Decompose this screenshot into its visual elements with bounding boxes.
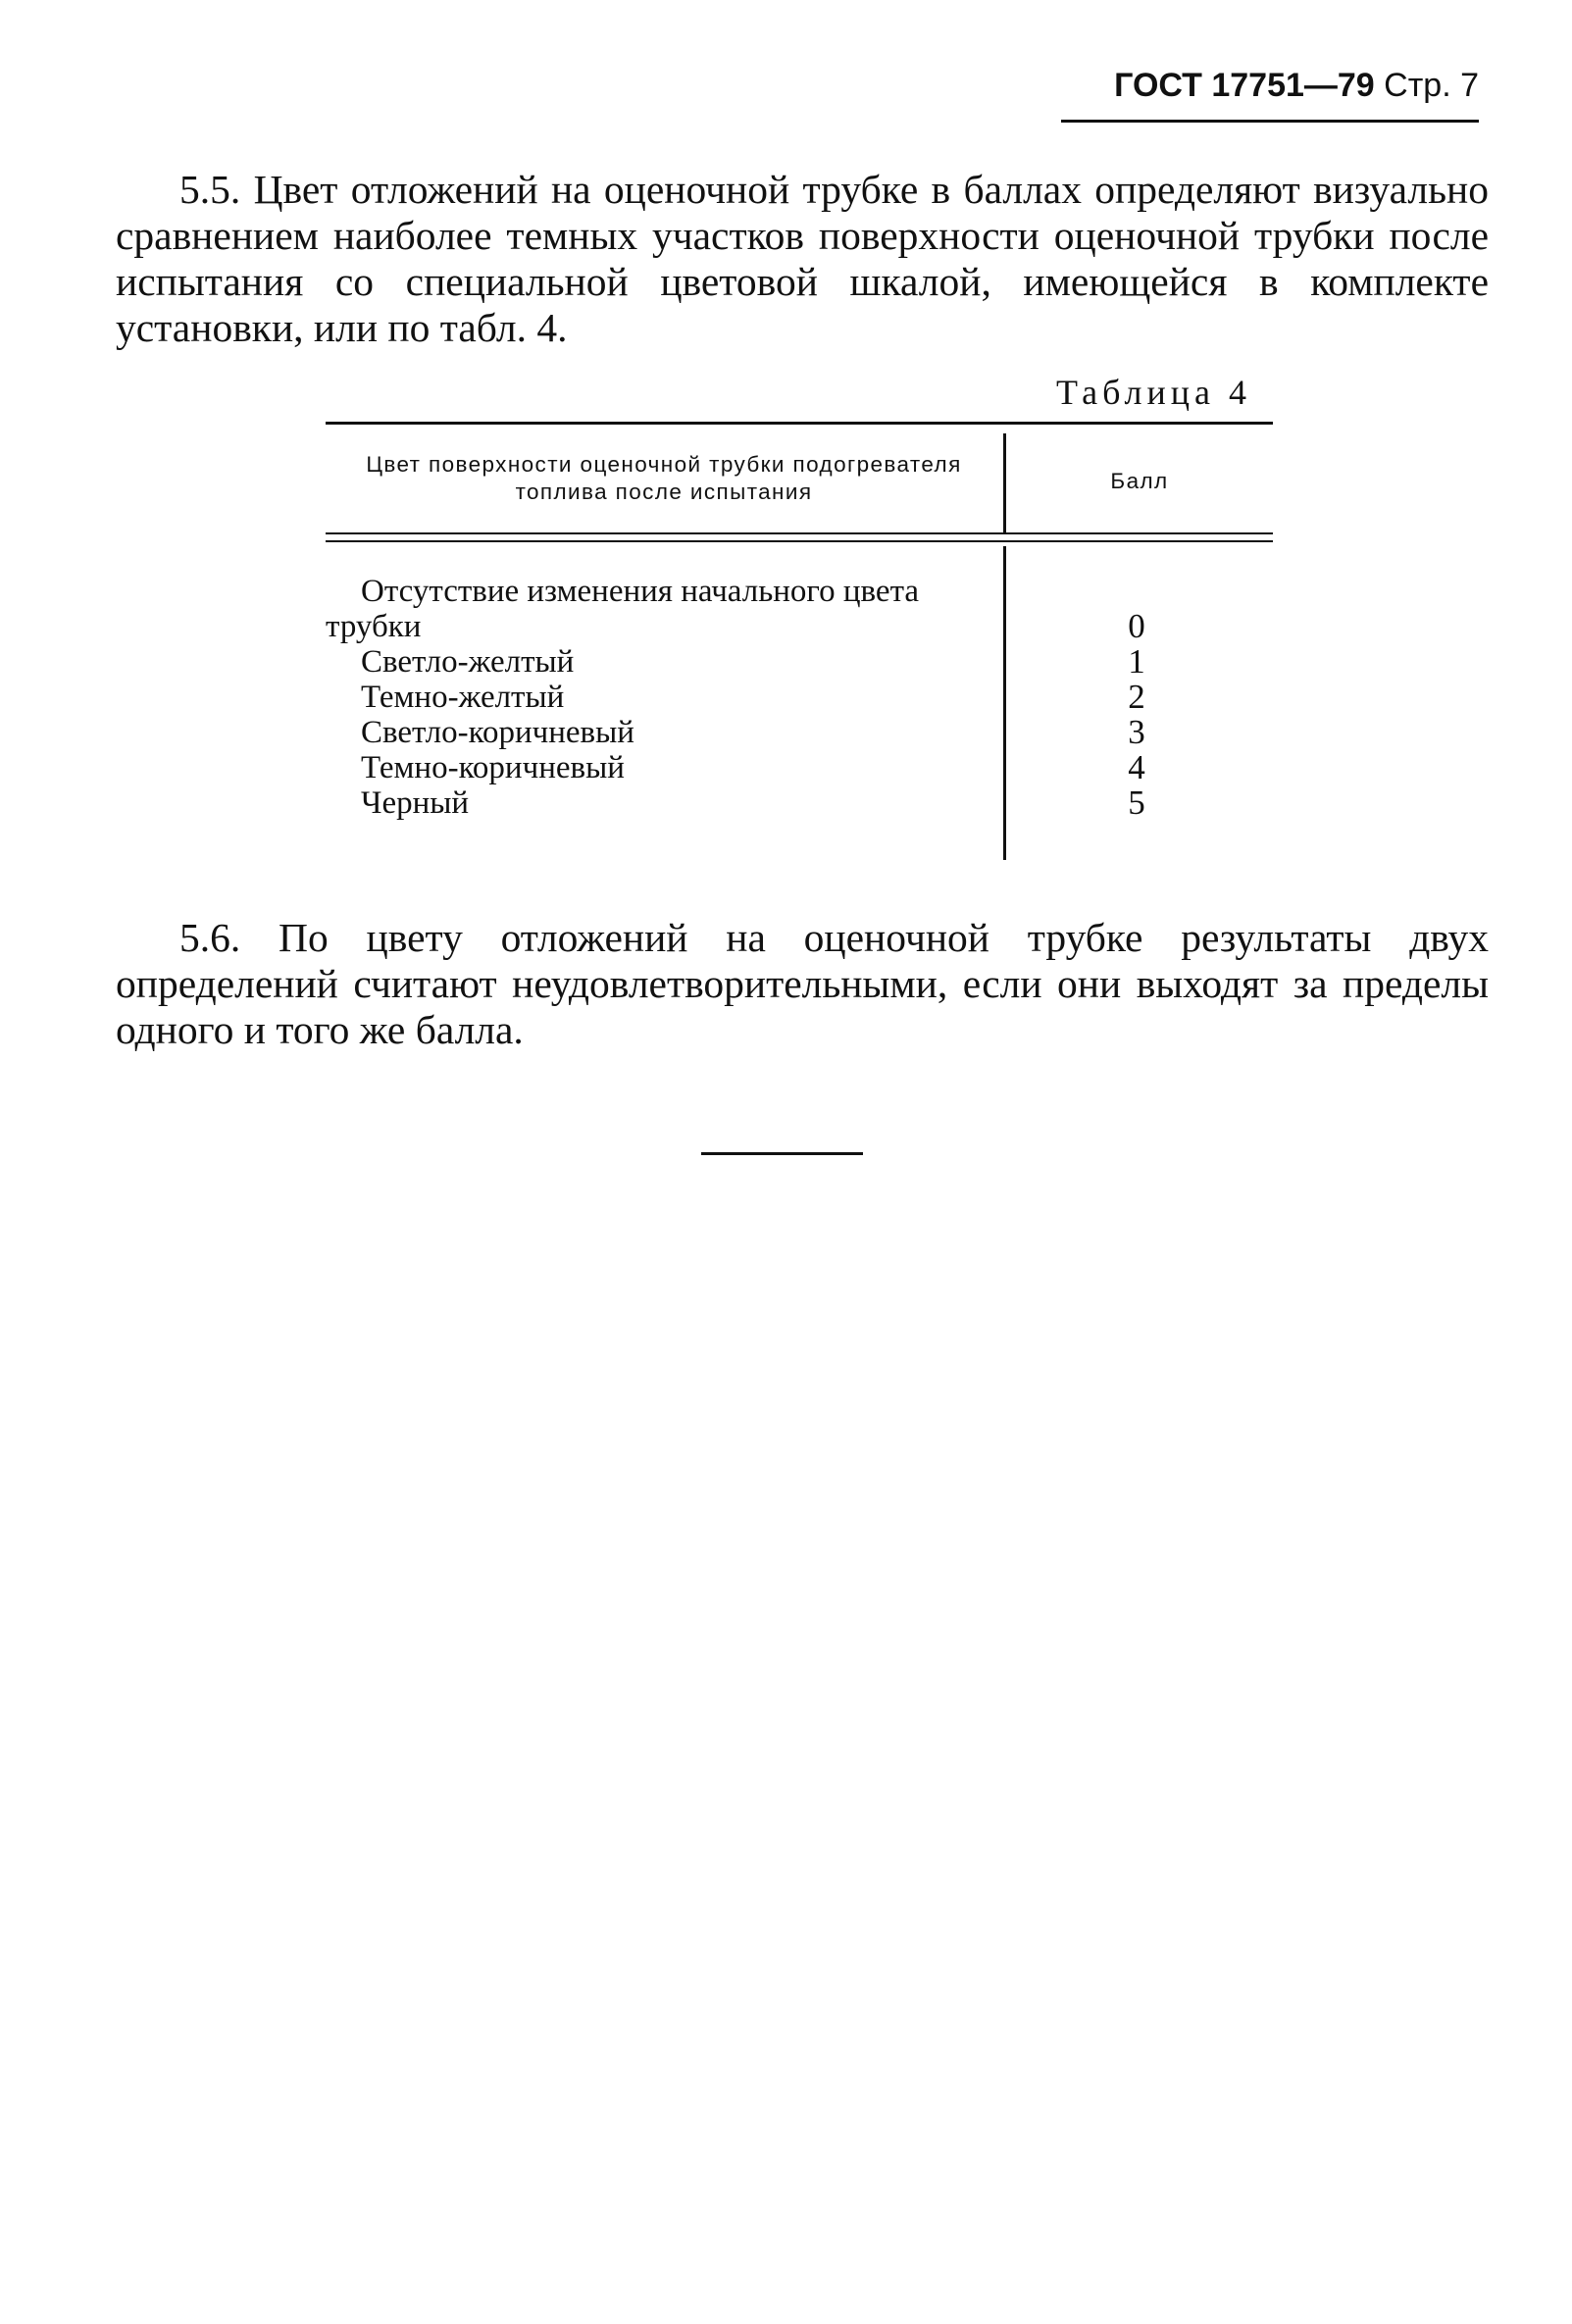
table-row <box>326 574 1273 644</box>
row-description: Черный <box>361 785 470 821</box>
row-description: Темно-желтый <box>361 680 565 715</box>
table-top-rule <box>326 422 1273 425</box>
table-header-description: Цвет поверхности оценочной трубки подогревателя топлива после испытания <box>366 452 962 504</box>
row-score: 4 <box>1128 748 1145 786</box>
table-header-rule-lower <box>326 540 1273 542</box>
table-caption: Таблица 4 <box>1056 373 1251 412</box>
table-row <box>326 680 1273 715</box>
paragraph-5-5: 5.5. Цвет отложений на оценочной трубке в баллах определяют визуально сравнением наиболее темных участков поверхности оценочной трубки после испытания со специальной цветовой шкалой, имеющейся в комплекте установки, или по табл. 4. <box>116 167 1489 350</box>
table-row <box>326 715 1273 750</box>
table-row <box>326 750 1273 785</box>
standard-number: ГОСТ 17751—79 <box>1114 67 1375 104</box>
page-number: Стр. 7 <box>1384 67 1479 104</box>
row-score: 5 <box>1128 783 1145 822</box>
table-row <box>326 785 1273 821</box>
row-description: Светло-желтый <box>361 644 575 680</box>
running-header <box>1061 61 1479 123</box>
table-body <box>326 574 1273 821</box>
row-description: Отсутствие изменения начального цвета трубки <box>326 574 920 644</box>
row-score: 2 <box>1128 678 1145 716</box>
table-row <box>326 644 1273 680</box>
row-description: Темно-коричневый <box>361 750 625 785</box>
paragraph-5-6: 5.6. По цвету отложений на оценочной трубке результаты двух определений считают неудовлетворительными, если они выходят за пределы одного и того же балла. <box>116 915 1489 1052</box>
row-description: Светло-коричневый <box>361 715 634 750</box>
row-score: 0 <box>1128 607 1145 645</box>
table-header-rule-upper <box>326 532 1273 534</box>
row-score: 1 <box>1128 642 1145 681</box>
row-score: 3 <box>1128 713 1145 751</box>
table-header-score: Балл <box>1110 469 1169 493</box>
end-of-section-rule <box>701 1152 863 1155</box>
